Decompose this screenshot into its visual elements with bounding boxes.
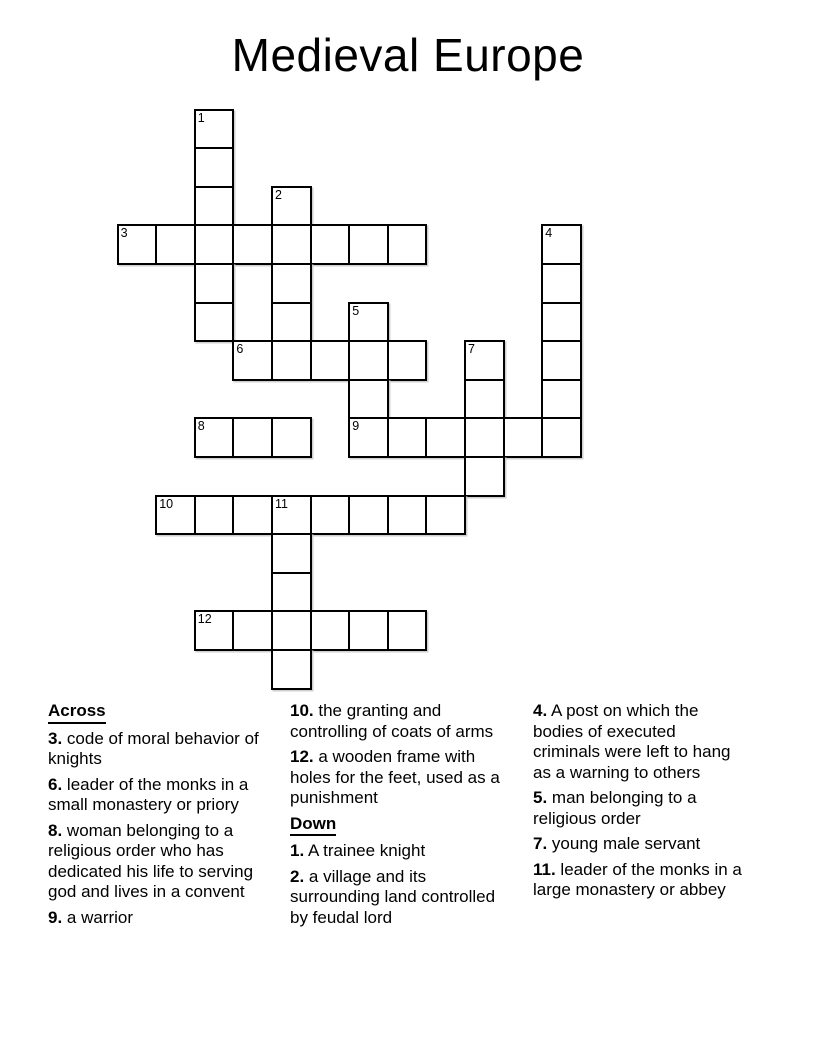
down-header: Down [290,814,336,837]
clue-text: A trainee knight [304,841,426,860]
clue-text: code of moral behavior of knights [48,728,259,768]
cell-number: 4 [545,226,553,241]
grid-cell[interactable] [348,610,389,651]
grid-cell[interactable] [232,224,273,265]
grid-cell[interactable] [194,302,235,343]
grid-cell[interactable] [194,109,235,150]
grid-cell[interactable] [387,224,428,265]
cell-number: 6 [236,342,244,357]
clue-number: 8. [48,820,63,840]
grid-cell[interactable] [310,495,351,536]
grid-cell[interactable] [271,495,312,536]
grid-cell[interactable] [310,224,351,265]
grid-cell[interactable] [194,610,235,651]
grid-cell[interactable] [541,417,582,458]
clue-5 [533,788,747,829]
grid-cell[interactable] [271,224,312,265]
grid-cell[interactable] [387,495,428,536]
clue-column-1 [48,701,268,933]
clue-9 [48,908,268,929]
clue-11 [533,860,747,901]
clue-column-3 [533,701,747,906]
grid-cell[interactable] [232,340,273,381]
grid-cell[interactable] [387,610,428,651]
grid-cell[interactable] [541,302,582,343]
across-header: Across [48,701,106,724]
clue-text: woman belonging to a religious order who has dedicated his life to serving god and lives in a convent [48,820,254,901]
clue-number: 7. [533,834,548,853]
grid-cell[interactable] [271,610,312,651]
clue-text: a wooden frame with holes for the feet, used as a punishment [290,747,500,807]
clue-number: 1. [290,841,305,860]
cell-number: 5 [352,303,360,318]
grid-cell[interactable] [232,610,273,651]
grid-cell[interactable] [464,379,505,420]
cell-number: 1 [197,110,205,125]
grid-cell[interactable] [541,340,582,381]
grid-cell[interactable] [348,495,389,536]
clue-text: the granting and controlling of coats of arms [290,701,494,741]
grid-cell[interactable] [348,302,389,343]
grid-cell[interactable] [387,417,428,458]
grid-cell[interactable] [271,340,312,381]
grid-cell[interactable] [464,340,505,381]
cell-number: 3 [120,226,128,241]
clue-1 [290,841,512,862]
grid-cell[interactable] [310,610,351,651]
cell-number: 11 [275,496,288,511]
clue-number: 5. [533,788,548,807]
grid-cell[interactable] [194,186,235,227]
grid-cell[interactable] [271,572,312,613]
clue-6 [48,775,268,816]
grid-cell[interactable] [310,340,351,381]
clue-text: leader of the monks in a small monastery or priory [48,774,249,814]
grid-cell[interactable] [194,263,235,304]
grid-cell[interactable] [271,417,312,458]
clue-number: 12. [290,747,314,766]
clue-2 [290,867,512,929]
grid-cell[interactable] [464,417,505,458]
grid-cell[interactable] [348,417,389,458]
across-header-row [48,701,268,724]
grid-cell[interactable] [194,224,235,265]
clue-text: a village and its surrounding land controlled by feudal lord [290,866,496,927]
clue-text: leader of the monks in a large monastery or abbey [533,859,742,899]
cell-number: 12 [197,612,212,627]
clue-column-2 [290,701,512,933]
clue-12 [290,747,512,809]
clue-10 [290,701,512,742]
cell-number: 7 [468,342,475,357]
grid-cell[interactable] [271,263,312,304]
clue-text: young male servant [547,834,701,853]
grid-cell[interactable] [194,495,235,536]
grid-cell[interactable] [348,224,389,265]
grid-cell[interactable] [541,263,582,304]
grid-cell[interactable] [271,533,312,574]
grid-cell[interactable] [348,379,389,420]
grid-cell[interactable] [503,417,544,458]
clue-number: 6. [48,774,63,794]
cell-number: 2 [275,187,282,202]
clue-number: 10. [290,701,314,720]
grid-cell[interactable] [425,495,466,536]
clue-3 [48,729,268,770]
grid-cell[interactable] [194,147,235,188]
grid-cell[interactable] [117,224,158,265]
grid-cell[interactable] [271,186,312,227]
grid-cell[interactable] [155,224,196,265]
grid-cell[interactable] [232,495,273,536]
clue-text: man belonging to a religious order [533,788,697,828]
grid-cell[interactable] [194,417,235,458]
grid-cell[interactable] [425,417,466,458]
grid-cell[interactable] [464,456,505,497]
clue-number: 11. [533,859,556,879]
grid-cell[interactable] [541,224,582,265]
down-header-row [290,814,512,837]
grid-cell[interactable] [271,649,312,690]
cell-number: 9 [352,419,360,434]
cell-number: 8 [197,419,205,434]
clue-number: 4. [533,701,548,720]
clue-number: 9. [48,907,63,927]
grid-cell[interactable] [155,495,196,536]
grid-cell[interactable] [271,302,312,343]
clue-text: a warrior [62,907,134,927]
clue-number: 2. [290,866,305,886]
grid-cell[interactable] [541,379,582,420]
clue-4 [533,701,747,783]
cell-number: 10 [159,496,174,511]
grid-cell[interactable] [387,340,428,381]
clue-number: 3. [48,728,63,748]
clue-8 [48,821,268,903]
clue-text: A post on which the bodies of executed criminals were left to hang as a warning to others [533,701,731,782]
grid-cell[interactable] [232,417,273,458]
clue-7 [533,834,747,855]
page-title: Medieval Europe [231,29,585,81]
grid-cell[interactable] [348,340,389,381]
